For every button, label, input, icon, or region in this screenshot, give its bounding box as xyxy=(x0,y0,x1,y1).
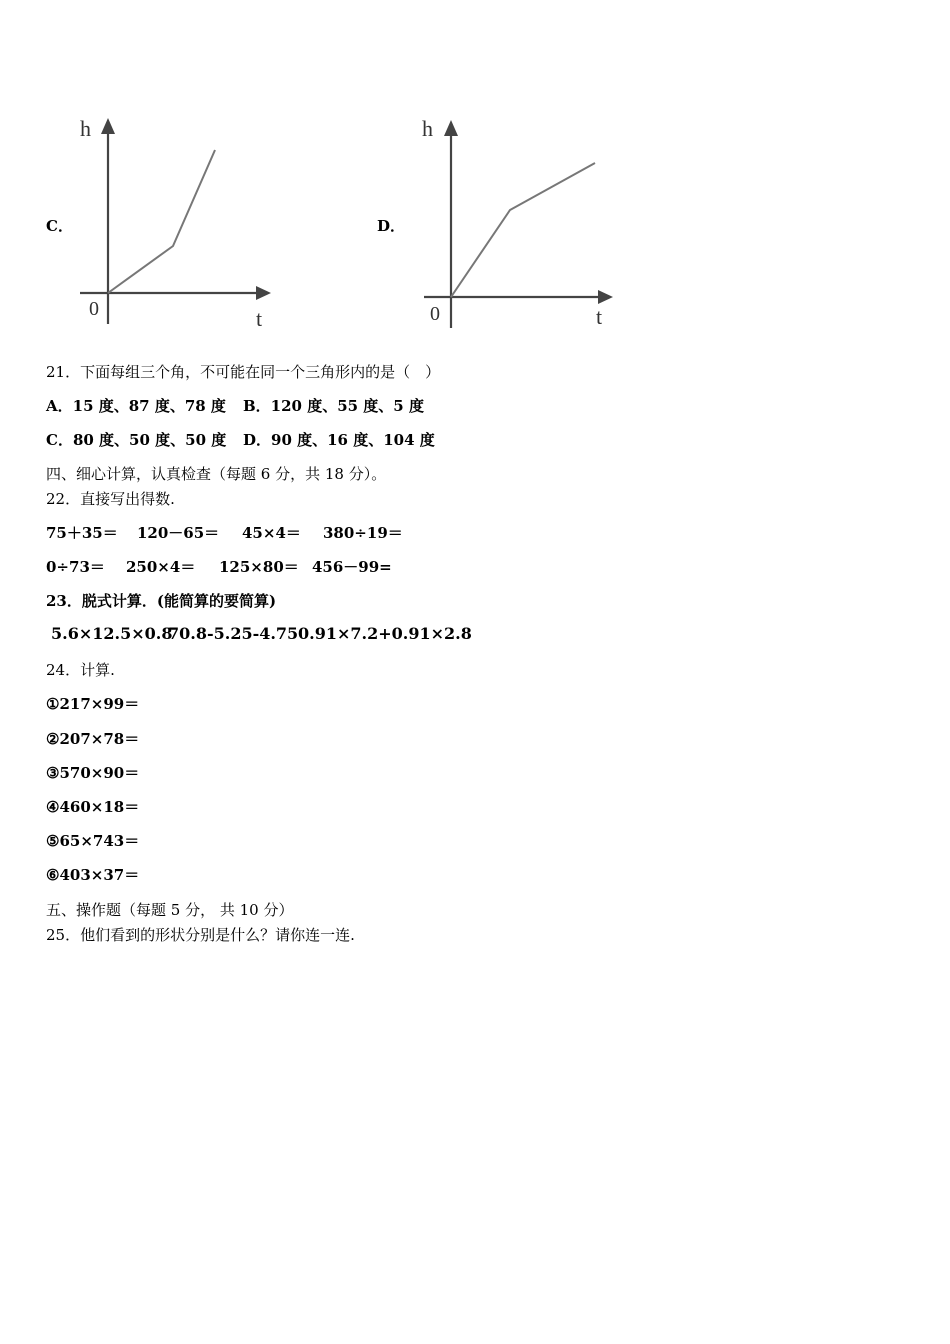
q24-item: ①217×99＝ xyxy=(46,695,140,713)
q21-option-a: A．15 度、87 度、78 度 xyxy=(46,397,226,415)
graph-c-x-arrow xyxy=(256,286,271,300)
q25-stem: 25．他们看到的形状分别是什么？请你连一连. xyxy=(46,926,355,944)
q22-r2-item: 250×4＝ xyxy=(126,558,196,576)
q23-item: 0.91×7.2+0.91×2.8 xyxy=(298,624,472,643)
q22-r1-item: 380÷19＝ xyxy=(323,524,403,542)
q22-r2-item: 456－99= xyxy=(312,558,392,576)
q23-item: 70.8-5.25-4.75 xyxy=(168,624,299,643)
graph-c-curve xyxy=(108,150,215,293)
q24-item: ③570×90＝ xyxy=(46,764,140,782)
q24-item: ②207×78＝ xyxy=(46,730,140,748)
q24-item: ⑥403×37＝ xyxy=(46,866,140,884)
q24-item: ⑤65×743＝ xyxy=(46,832,140,850)
graph-c-origin: 0 xyxy=(89,298,99,320)
section-4-heading: 四、细心计算，认真检查（每题 6 分，共 18 分）。 xyxy=(46,465,387,483)
option-d-label: D． xyxy=(377,217,406,235)
graph-d-curve xyxy=(451,163,595,297)
q22-r2-item: 125×80＝ xyxy=(219,558,299,576)
q22-r1-item: 75＋35＝ xyxy=(46,524,118,542)
graph-c xyxy=(76,112,286,332)
q24-stem: 24．计算. xyxy=(46,661,115,679)
q24-item: ④460×18＝ xyxy=(46,798,140,816)
q22-stem: 22．直接写出得数. xyxy=(46,490,175,508)
q22-r2-item: 0÷73＝ xyxy=(46,558,105,576)
q21-option-c: C．80 度、50 度、50 度 xyxy=(46,431,227,449)
graph-c-y-arrow xyxy=(101,118,115,134)
graph-d-x-label: t xyxy=(596,304,603,329)
q22-r1-item: 45×4＝ xyxy=(242,524,301,542)
q23-stem: 23．脱式计算．(能简算的要简算) xyxy=(46,592,277,610)
graph-d xyxy=(418,112,628,332)
graph-c-y-label: h xyxy=(80,116,91,141)
q22-r1-item: 120－65＝ xyxy=(137,524,220,542)
q21-option-d: D．90 度、16 度、104 度 xyxy=(243,431,435,449)
graph-c-x-label: t xyxy=(256,306,263,331)
graph-d-y-label: h xyxy=(422,116,433,141)
graph-d-origin: 0 xyxy=(430,303,440,325)
q21-option-b: B．120 度、55 度、5 度 xyxy=(243,397,424,415)
graph-d-x-arrow xyxy=(598,290,613,304)
section-5-heading: 五、操作题（每题 5 分， 共 10 分） xyxy=(46,901,294,919)
q21-stem: 21．下面每组三个角，不可能在同一个三角形内的是（ ） xyxy=(46,363,441,381)
graph-d-y-arrow xyxy=(444,120,458,136)
q23-item: 5.6×12.5×0.8 xyxy=(51,624,173,643)
option-c-label: C． xyxy=(46,217,73,235)
